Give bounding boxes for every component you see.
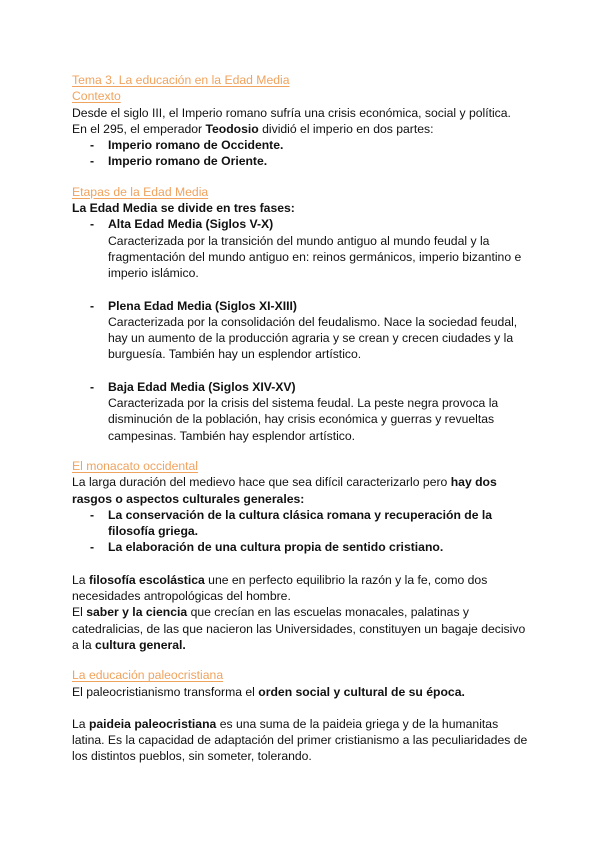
bold-run: Teodosio bbox=[205, 121, 259, 136]
doc-title: Tema 3. La educación en la Edad Media bbox=[72, 73, 290, 87]
section-contexto bbox=[72, 72, 528, 170]
list-item bbox=[72, 298, 528, 363]
bold-run: saber y la ciencia bbox=[86, 605, 188, 620]
list-item-text: Caracterizada por la transición del mundo antiguo al mundo feudal y la fragmentación del mundo antiguo en: reinos germánicos, imperio bizantino e imperio islámico. bbox=[108, 233, 522, 281]
contexto-list bbox=[72, 137, 528, 170]
monacato-list bbox=[72, 507, 528, 556]
list-item-text: Caracterizada por la consolidación del feudalismo. Nace la sociedad feudal, hay un aumento de la producción agraria y se crean y crecen ciudades y la burguesía. También hay un esplendor artístico. bbox=[108, 314, 518, 362]
text-run: es una suma de la paideia griega y de la humanitas latina. Es la capacidad de adaptación del primer cristianismo a las peculiaridades de los distintos pueblos, sin someter, tolerando. bbox=[72, 716, 528, 764]
list-item-text: La elaboración de una cultura propia de sentido cristiano. bbox=[108, 540, 444, 555]
etapas-list bbox=[72, 216, 528, 444]
heading-paleocristiana: La educación paleocristiana bbox=[72, 668, 224, 683]
escolastica-paragraph bbox=[72, 572, 528, 605]
list-item bbox=[72, 539, 528, 555]
paleo-paragraph-2 bbox=[72, 716, 528, 765]
list-item bbox=[72, 153, 528, 169]
text-run: une en perfecto equilibrio la razón y la fe, como dos necesidades antropológicas del hombre. bbox=[72, 572, 488, 604]
text-run: La bbox=[72, 572, 89, 587]
list-item bbox=[72, 507, 528, 540]
list-item-title: - Baja Edad Media (Siglos XIV-XV) bbox=[108, 379, 296, 394]
list-item-title: - Plena Edad Media (Siglos XI-XIII) bbox=[108, 298, 297, 313]
list-item bbox=[72, 379, 528, 444]
list-item-title: - Alta Edad Media (Siglos V-X) bbox=[108, 217, 274, 232]
list-item bbox=[72, 137, 528, 153]
contexto-paragraph bbox=[72, 105, 528, 138]
bold-run: cultura general. bbox=[95, 637, 186, 652]
list-item-text: Imperio romano de Oriente. bbox=[108, 154, 268, 169]
saber-paragraph bbox=[72, 604, 528, 653]
list-item bbox=[72, 216, 528, 281]
section-monacato bbox=[72, 458, 528, 653]
heading-etapas: Etapas de la Edad Media bbox=[72, 184, 209, 199]
text-run: que crecían en las escuelas monacales, palatinas y catedralicias, de las que nacieron las Universidades, constituyen un bagaje decisivo a la bbox=[72, 605, 526, 652]
section-etapas bbox=[72, 184, 528, 444]
text-run: Desde el siglo III, el Imperio romano sufría una crisis económica, social y política. En el 295, el emperador bbox=[72, 105, 511, 136]
bold-run: orden social y cultural de su época. bbox=[258, 684, 465, 699]
text-run: El bbox=[72, 605, 87, 620]
list-item-text: Caracterizada por la crisis del sistema feudal. La peste negra provoca la disminución de la población, hay crisis económica y guerras y revueltas campesinas. También hay esplendor artístico. bbox=[108, 396, 499, 443]
bold-run: filosofía escolástica bbox=[88, 572, 205, 587]
heading-monacato: El monacato occidental bbox=[72, 458, 199, 473]
text-run: La bbox=[72, 716, 89, 731]
list-item-text: Imperio romano de Occidente. bbox=[108, 138, 284, 153]
list-item-text: La conservación de la cultura clásica romana y recuperación de la filosofía griega. bbox=[108, 507, 493, 539]
heading-contexto: Contexto bbox=[72, 89, 121, 104]
text-run: El paleocristianismo transforma el bbox=[72, 684, 259, 699]
document-content bbox=[72, 72, 528, 765]
bold-run: La Edad Media se divide en tres fases: bbox=[72, 201, 295, 216]
text-run: dividió el imperio en dos partes: bbox=[258, 121, 434, 136]
section-paleocristiana bbox=[72, 667, 528, 764]
bold-run: paideia paleocristiana bbox=[88, 716, 217, 731]
etapas-intro bbox=[72, 200, 528, 216]
monacato-paragraph bbox=[72, 474, 528, 507]
paleo-paragraph-1 bbox=[72, 684, 528, 700]
text-run: La larga duración del medievo hace que sea difícil caracterizarlo pero bbox=[72, 475, 451, 490]
bold-run: hay dos rasgos o aspectos culturales generales: bbox=[72, 475, 497, 506]
